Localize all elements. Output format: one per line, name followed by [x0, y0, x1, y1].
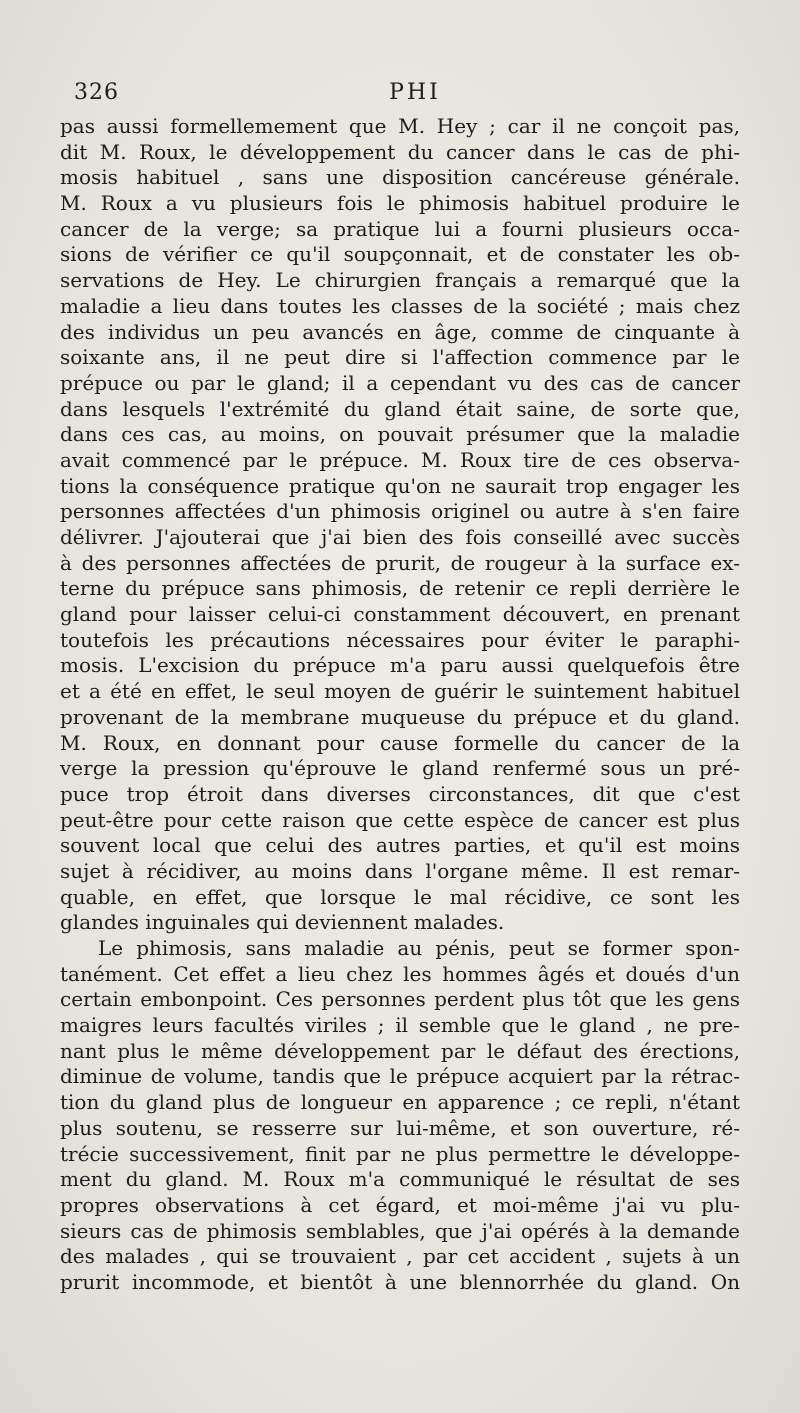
text-line: sieurs cas de phimosis semblables, que j'ai opérés à la demande	[60, 1218, 740, 1243]
text-line: tanément. Cet effet a lieu chez les hommes âgés et doués d'un	[60, 961, 740, 986]
text-line: puce trop étroit dans diverses circonstances, dit que c'est	[60, 781, 740, 806]
paragraph-start-line: Le phimosis, sans maladie au pénis, peut se former spon-	[98, 936, 740, 960]
text-line: mosis. L'excision du prépuce m'a paru aussi quelquefois être	[60, 653, 740, 678]
text-line: ment du gland. M. Roux m'a communiqué le résultat de ses	[60, 1167, 740, 1192]
text-line: gland pour laisser celui-ci constamment découvert, en prenant	[60, 602, 740, 627]
page-header	[74, 80, 736, 110]
text-line: dans ces cas, au moins, on pouvait présumer que la maladie	[60, 422, 740, 447]
text-line: certain embonpoint. Ces personnes perdent plus tôt que les gens	[60, 987, 740, 1012]
text-line: plus soutenu, se resserre sur lui-même, et son ouverture, ré-	[60, 1115, 740, 1140]
text-line: provenant de la membrane muqueuse du prépuce et du gland.	[60, 704, 740, 729]
text-line: sujet à récidiver, au moins dans l'organe même. Il est remar-	[60, 858, 740, 883]
text-line: tion du gland plus de longueur en apparence ; ce repli, n'étant	[60, 1090, 740, 1115]
text-line: des malades , qui se trouvaient , par cet accident , sujets à un	[60, 1244, 740, 1269]
text-line: peut-être pour cette raison que cette espèce de cancer est plus	[60, 807, 740, 832]
text-line: dans lesquels l'extrémité du gland était saine, de sorte que,	[60, 396, 740, 421]
text-line: trécie successivement, finit par ne plus permettre le développe-	[60, 1141, 740, 1166]
text-line: délivrer. J'ajouterai que j'ai bien des fois conseillé avec succès	[60, 525, 740, 549]
text-line: quable, en effet, que lorsque le mal récidive, ce sont les	[60, 884, 740, 909]
text-line: prurit incommode, et bientôt à une blennorrhée du gland. On	[60, 1269, 740, 1294]
text-line: et a été en effet, le seul moyen de guérir le suintement habituel	[60, 679, 740, 704]
text-line: sions de vérifier ce qu'il soupçonnait, et de constater les ob-	[60, 242, 740, 267]
text-line: propres observations à cet égard, et moi-même j'ai vu plu-	[60, 1192, 740, 1217]
text-line: pas aussi formellemement que M. Hey ; car il ne conçoit pas,	[60, 114, 740, 138]
text-line: diminue de volume, tandis que le prépuce acquiert par la rétrac-	[60, 1064, 740, 1089]
paragraph-end-line: glandes inguinales qui deviennent malades.	[60, 910, 505, 935]
text-line: à des personnes affectées de prurit, de rougeur à la surface ex-	[60, 550, 740, 575]
text-line: tions la conséquence pratique qu'on ne saurait trop engager les	[60, 473, 740, 498]
text-line: nant plus le même développement par le défaut des érections,	[60, 1038, 740, 1063]
text-line: maladie a lieu dans toutes les classes de la société ; mais chez	[60, 293, 740, 318]
text-line: verge la pression qu'éprouve le gland renfermé sous un pré-	[60, 756, 740, 781]
text-line: des individus un peu avancés en âge, comme de cinquante à	[60, 319, 740, 344]
text-line: cancer de la verge; sa pratique lui a fourni plusieurs occa-	[60, 216, 740, 241]
text-line: personnes affectées d'un phimosis originel ou autre à s'en faire	[60, 499, 740, 524]
text-line: M. Roux a vu plusieurs fois le phimosis habituel produire le	[60, 191, 740, 216]
running-head: PHI	[389, 80, 441, 105]
text-line: M. Roux, en donnant pour cause formelle du cancer de la	[60, 730, 740, 755]
text-line: prépuce ou par le gland; il a cependant vu des cas de cancer	[60, 370, 740, 395]
text-line: dit M. Roux, le développement du cancer dans le cas de phi-	[60, 139, 740, 164]
text-line: mosis habituel , sans une disposition cancéreuse générale.	[60, 165, 740, 190]
page-number: 326	[74, 80, 119, 105]
text-line: toutefois les précautions nécessaires pour éviter le paraphi-	[60, 627, 740, 652]
text-line: soixante ans, il ne peut dire si l'affection commence par le	[60, 345, 740, 370]
text-line: avait commencé par le prépuce. M. Roux tire de ces observa-	[60, 447, 740, 472]
body-text	[60, 114, 740, 1296]
text-line: servations de Hey. Le chirurgien français a remarqué que la	[60, 268, 740, 293]
text-line: maigres leurs facultés viriles ; il semble que le gland , ne pre-	[60, 1013, 740, 1038]
text-line: souvent local que celui des autres parties, et qu'il est moins	[60, 833, 740, 858]
text-line: terne du prépuce sans phimosis, de retenir ce repli derrière le	[60, 576, 740, 601]
